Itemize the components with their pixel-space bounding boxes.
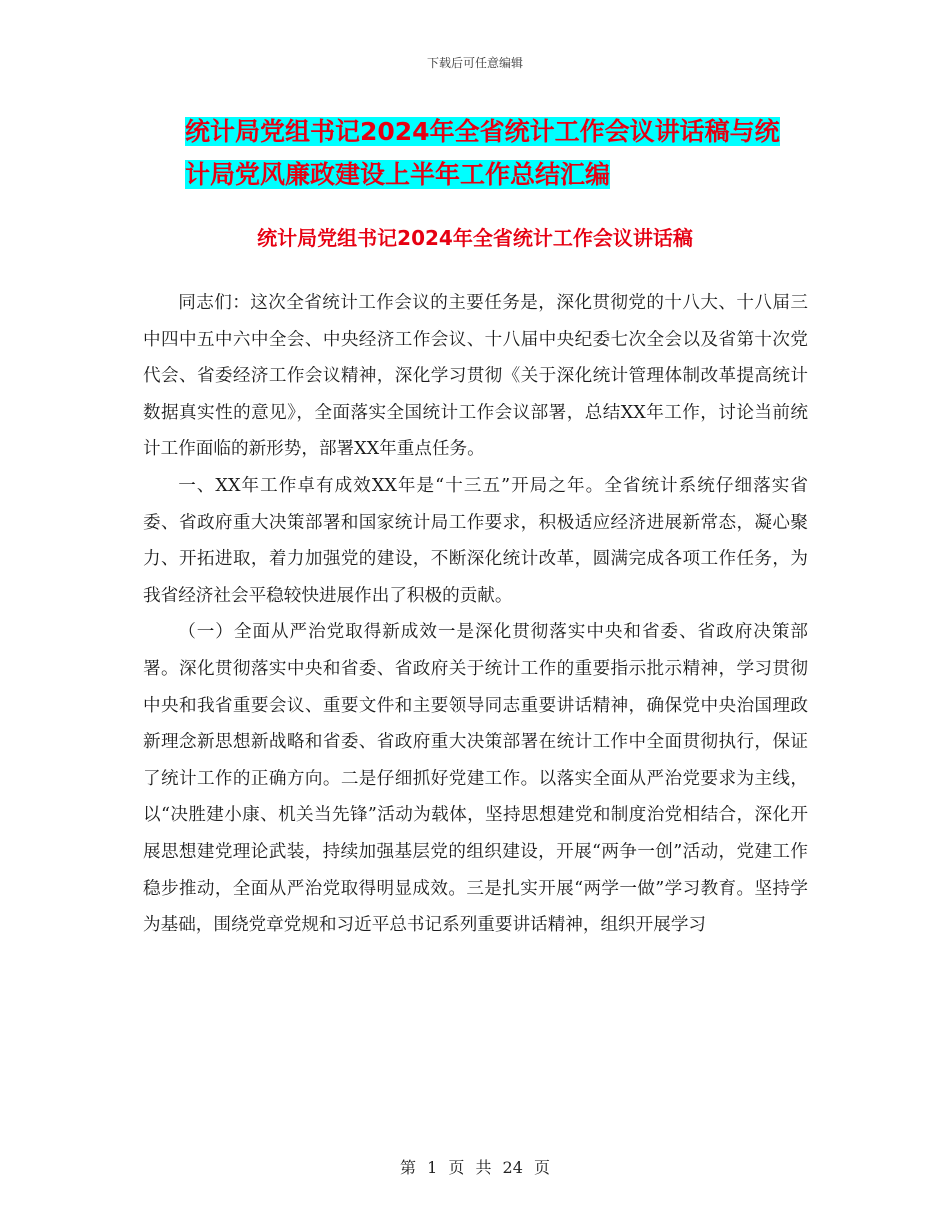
document-title-line1: 统计局党组书记2024年全省统计工作会议讲话稿与统 [185,117,780,146]
document-body [143,285,808,944]
header-note: 下载后可任意编辑 [426,56,523,70]
paragraph: 同志们：这次全省统计工作会议的主要任务是，深化贯彻党的十八大、十八届三中四中五中六中全会、中央经济工作会议、十八届中央纪委七次全会以及省第十次党代会、省委经济工作会议精神，深化学习贯彻《关于深化统计管理体制改革提高统计数据真实性的意见》，全面落实全国统计工作会议部署，总结XX年工作，讨论当前统计工作面临的新形势，部署XX年重点任务。 [143,293,808,460]
section-title: 统计局党组书记2024年全省统计工作会议讲话稿 [257,226,693,250]
document-title-line2: 计局党风廉政建设上半年工作总结汇编 [185,160,611,189]
document-title [185,110,825,196]
paragraph: （一）全面从严治党取得新成效一是深化贯彻落实中央和省委、省政府决策部署。深化贯彻落实中央和省委、省政府关于统计工作的重要指示批示精神，学习贯彻中央和我省重要会议、重要文件和主要领导同志重要讲话精神，确保党中央治国理政新理念新思想新战略和省委、省政府重大决策部署在统计工作中全面贯彻执行，保证了统计工作的正确方向。二是仔细抓好党建工作。以落实全面从严治党要求为主线，以“决胜建小康、机关当先锋”活动为载体，坚持思想建党和制度治党相结合，深化开展思想建党理论武装，持续加强基层党的组织建设，开展“两争一创”活动，党建工作稳步推动，全面从严治党取得明显成效。三是扎实开展“两学一做”学习教育。坚持学为基础，围绕党章党规和习近平总书记系列重要讲话精神，组织开展学习 [143,622,808,936]
paragraph: 一、XX年工作卓有成效XX年是“十三五”开局之年。全省统计系统仔细落实省委、省政府重大决策部署和国家统计局工作要求，积极适应经济进展新常态，凝心聚力、开拓进取，着力加强党的建设，不断深化统计改革，圆满完成各项工作任务，为我省经济社会平稳较快进展作出了积极的贡献。 [143,475,808,606]
page-footer: 第 1 页 共 24 页 [400,1158,550,1177]
